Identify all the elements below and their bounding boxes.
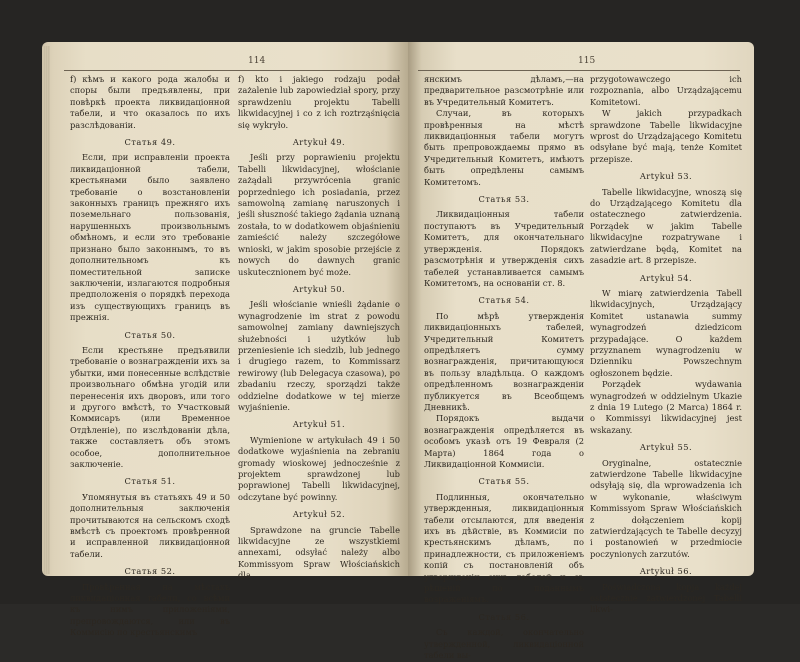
right-column-russian xyxy=(424,74,584,662)
paragraph: Упомянутыя въ статьяхъ 49 и 50 дополнительныя заключенія прочитываются на сельскомъ сходѣ вмѣстѣ съ проектомъ провѣренной и исправленной ликвидаціонной табели. xyxy=(70,491,230,559)
paragraph: Jeśli przy poprawieniu projektu Tabelli likwidacyjnej, włościanie zażądali przywrócenia granic poprzedniego ich posiadania, przez samowolną zamianę naruszonych i jeśli słuszność takiego żądania uznaną została, to w dodatkowem objaśnieniu zamieścić należy szczegółowe wnioski, w jakim sposobie przejście z nowych do dawnych granic uskutecznionem być może. xyxy=(238,152,400,277)
paragraph: Ликвидаціонныя табели поступаютъ въ Учредительный Комитетъ, для окончательнаго утвержденія. Порядокъ разсмотрѣнія и утвержденія сихъ табелей устанавливается самымъ Комитетомъ, на основаніи ст. 8. xyxy=(424,209,584,288)
article-heading: Статья 55. xyxy=(478,476,530,487)
paragraph: Porządek wydawania wynagrodzeń w oddzielnym Ukazie z dnia 19 Lutego (2 Marca) 1864 r. o Kommissyi likwidacyjnej jest wskazany. xyxy=(590,379,742,435)
article-heading: Статья 50. xyxy=(124,329,176,340)
paragraph: Sprawdzone na gruncie Tabelle likwidacyjne ze wszystkiemi annexami, odsyłać należy albo Kommissyom Spraw Włościańskich dla xyxy=(238,524,400,581)
article-heading: Статья 52. xyxy=(124,566,176,577)
article-heading: Artykuł 54. xyxy=(639,272,693,283)
article-heading: Artykuł 55. xyxy=(639,442,693,453)
open-book xyxy=(42,42,754,661)
paragraph: янскимъ дѣламъ,—на предварительное разсмотрѣніе или въ Учредительный Комитетъ. xyxy=(424,74,584,107)
paragraph: Съ каждой, окончательно утвержденной, ликвидаціонной табели вы- xyxy=(424,627,584,661)
paragraph: f) kto i jakiego rodzaju podał zażalenie lub zapowiedział spory, przy sprawdzeniu projektu Tabelli likwidacyjnej i co z ich roztrząśnięcia się wykryło. xyxy=(238,74,400,130)
paragraph: Oryginalne, ostatecznie zatwierdzone Tabelle likwidacyjne odsyłają się, dla wprowadzenia ich w wykonanie, właściwym Kommissyom Spraw Włościańskich z dołączeniem kopij zatwierdzających te Tabelle decyzyj i postanowień w przedmiocie poczynionych zarzutów. xyxy=(590,457,742,559)
paragraph: f) кѣмъ и какого рода жалобы и споры были предъявлены, при повѣркѣ проекта ликвидаціонной табели, и что оказалось по ихъ разслѣдованіи. xyxy=(70,74,230,130)
article-heading: Artykuł 50. xyxy=(292,283,346,294)
article-heading: Статья 54. xyxy=(478,295,530,306)
paragraph: Подлинныя, окончательно утвержденныя, ликвидаціонныя табели отсылаются, для введенія ихъ въ дѣйствіе, въ Коммисіи по крестьянскимъ дѣламъ, по принадлежности, съ приложеніемъ копій съ постановленій объ утвержденіи сихъ табелей и съ рѣшеній по поданнымъ возраженіямъ. xyxy=(424,491,584,605)
article-heading: Статья 49. xyxy=(124,137,176,148)
article-heading: Статья 51. xyxy=(124,476,176,487)
article-heading: Artykuł 56. xyxy=(639,566,693,577)
left-page-number: 114 xyxy=(248,56,266,66)
right-page xyxy=(408,42,754,661)
left-column-polish xyxy=(238,74,400,582)
article-heading: Artykuł 52. xyxy=(292,509,346,520)
paragraph: Poświadczona kopja każdej ostatecznie zatwierdzonej Tabelli likwi- xyxy=(590,581,742,615)
right-column-polish xyxy=(590,74,742,616)
paragraph: W miarę zatwierdzenia Tabell likwidacyjnych, Urządzający Komitet ustanawia summy wynagrodzeń dziedzicom przypadające. O każdem przyznanem wynagrodzeniu w Dzienniku Powszechnym ogłoszonem będzie. xyxy=(590,287,742,378)
paragraph: W jakich przypadkach sprawdzone Tabelle likwidacyjne wprost do Urządzającego Komitetu odsyłane być mają, tenże Komitet przepisze. xyxy=(590,108,742,164)
article-heading: Artykuł 51. xyxy=(292,419,346,430)
article-heading: Статья 56. xyxy=(478,611,530,622)
paragraph: По мѣрѣ утвержденія ликвидаціонныхъ табелей, Учредительный Комитетъ опредѣляетъ сумму вознагражденія, причитающуюся въ пользу владѣльца. О каждомъ опредѣленномъ вознагражденіи публикуется въ Всеобщемъ Дневникѣ. xyxy=(424,310,584,412)
right-header-rule xyxy=(418,70,740,71)
paragraph: Wymienione w artykułach 49 i 50 dodatkowe wyjaśnienia na zebraniu gromady wioskowej jednocześnie z projektem sprawdzonej lub poprawionej Tabelli likwidacyjnej, odczytane być powinny. xyxy=(238,434,400,502)
paragraph: Провѣренная на мѣстахъ ликвидаціонная табели, со всѣми къ нимъ приложеніями, препровождаются, или въ Коммисію по крестьянскимъ xyxy=(70,581,230,638)
left-page xyxy=(42,42,408,638)
paragraph: Jeśli włościanie wnieśli żądanie o wynagrodzenie im strat z powodu samowolnej zamiany dawniejszych służebności i użytków lub przeniesienie ich siedzib, lub jednego i drugiego razem, to Kommissarz rewirowy (lub Delegacya czasowa), po zbadaniu rzeczy, sporządzi także oddzielne dodatkowe w tej mierze wyjaśnienie. xyxy=(238,299,400,412)
article-heading: Artykuł 53. xyxy=(639,171,693,182)
paragraph: Если крестьяне предъявили требованіе о вознагражденіи ихъ за убытки, ими понесенные вслѣдствіе произвольнаго обмѣна угодій или перенесенія ихъ дворовъ, или того и другого вмѣстѣ, то Участковый Коммисаръ (или Временное Отдѣленіе), по изслѣдованіи дѣла, также составляетъ объ этомъ особое, дополнительное заключеніе. xyxy=(70,344,230,469)
paragraph: Случаи, въ которыхъ провѣренныя на мѣстѣ ликвидаціонныя табели могутъ быть препровождаемы прямо въ Учредительный Комитетъ, имѣютъ быть опредѣлены самымъ Комитетомъ. xyxy=(424,108,584,187)
paragraph: Tabelle likwidacyjne, wnoszą się do Urządzającego Komitetu dla ostatecznego zatwierdzenia. Porządek w jakim Tabelle likwidacyjne rozpatrywane i zatwierdzane będą, Komitet na zasadzie art. 8 przepisze. xyxy=(590,186,742,266)
paragraph: Порядокъ выдачи вознагражденія опредѣляется въ особомъ указѣ отъ 19 Февраля (2 Марта) 1864 года о Ликвидаціонной Коммисіи. xyxy=(424,413,584,469)
article-heading: Artykuł 49. xyxy=(292,137,346,148)
paragraph: przygotowawczego ich rozpoznania, albo Urządzającemu Komitetowi. xyxy=(590,74,742,107)
left-page-edge xyxy=(44,46,50,574)
article-heading: Статья 53. xyxy=(478,194,530,205)
left-header-rule xyxy=(64,70,400,71)
paragraph: Если, при исправленіи проекта ликвидаціонной табели, крестьянами было заявлено требованіе о возстановленіи законныхъ границъ прежняго ихъ поземельнаго пользованія, нарушенныхъ произвольнымъ обмѣномъ, и если это требованіе признано было законнымъ, то въ дополнительномъ къ поместительной записке заключеніи, излагаются подробныя предположенія о порядкѣ перехода изъ существующихъ границъ въ прежнія. xyxy=(70,152,230,323)
right-page-number: 115 xyxy=(578,56,596,66)
left-column-russian xyxy=(70,74,230,639)
